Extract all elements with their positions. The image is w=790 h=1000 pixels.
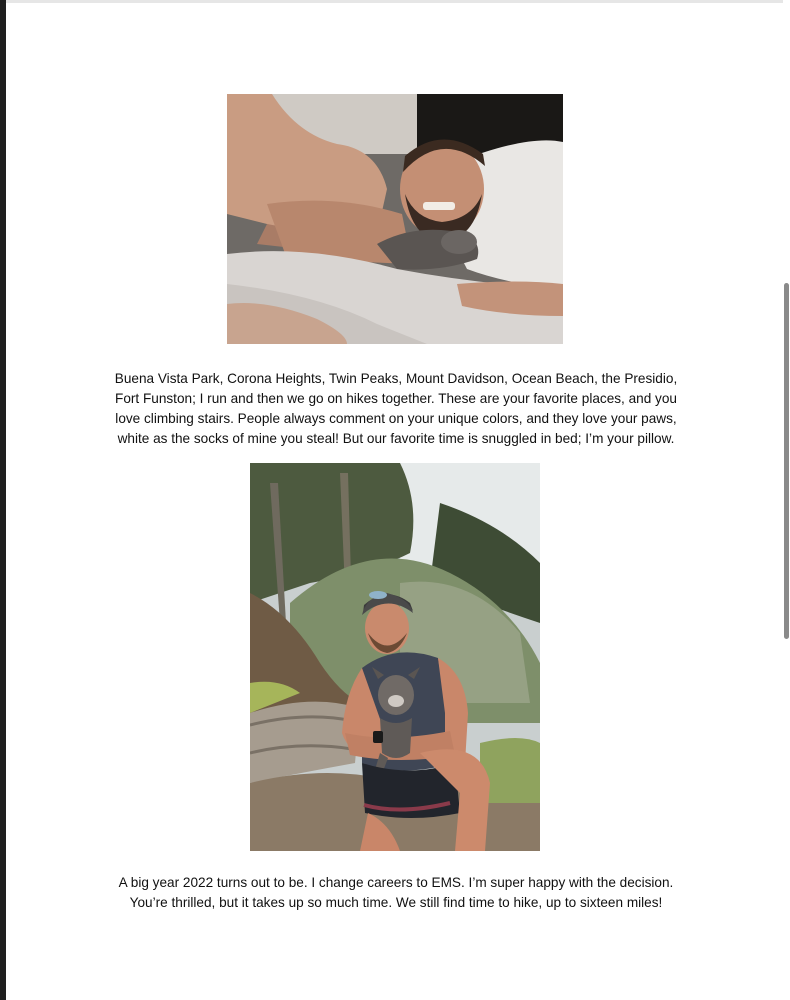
photo-hike-with-dog: [250, 463, 540, 851]
scrollbar-thumb[interactable]: [784, 283, 789, 639]
paragraph-2-line-2: You’re thrilled, but it takes up so much time. We still find time to hike, up to sixteen miles!: [129, 895, 663, 910]
paragraph-1-line-1: Buena Vista Park, Corona Heights, Twin Peaks, Mount Davidson, Ocean Beach, the Presidio,: [114, 371, 678, 386]
paragraph-1-line-2: Fort Funston; I run and then we go on hikes together. These are your favorite places, and you: [115, 391, 677, 406]
photo-bed-selfie-image: [227, 94, 563, 344]
vertical-scrollbar[interactable]: [783, 0, 790, 1000]
photo-bed-selfie: [227, 94, 563, 344]
paragraph-favorite-places: [96, 369, 696, 449]
paragraph-1-line-4: white as the socks of mine you steal! But our favorite time is snuggled in bed; I’m your pillow.: [117, 431, 675, 446]
document-page: [6, 0, 783, 1000]
photo-hike-with-dog-image: [250, 463, 540, 851]
paragraph-2-line-1: A big year 2022 turns out to be. I change careers to EMS. I’m super happy with the decision.: [118, 875, 674, 890]
paragraph-1-line-3: love climbing stairs. People always comment on your unique colors, and they love your paws,: [115, 411, 677, 426]
paragraph-career-change: [96, 873, 696, 913]
